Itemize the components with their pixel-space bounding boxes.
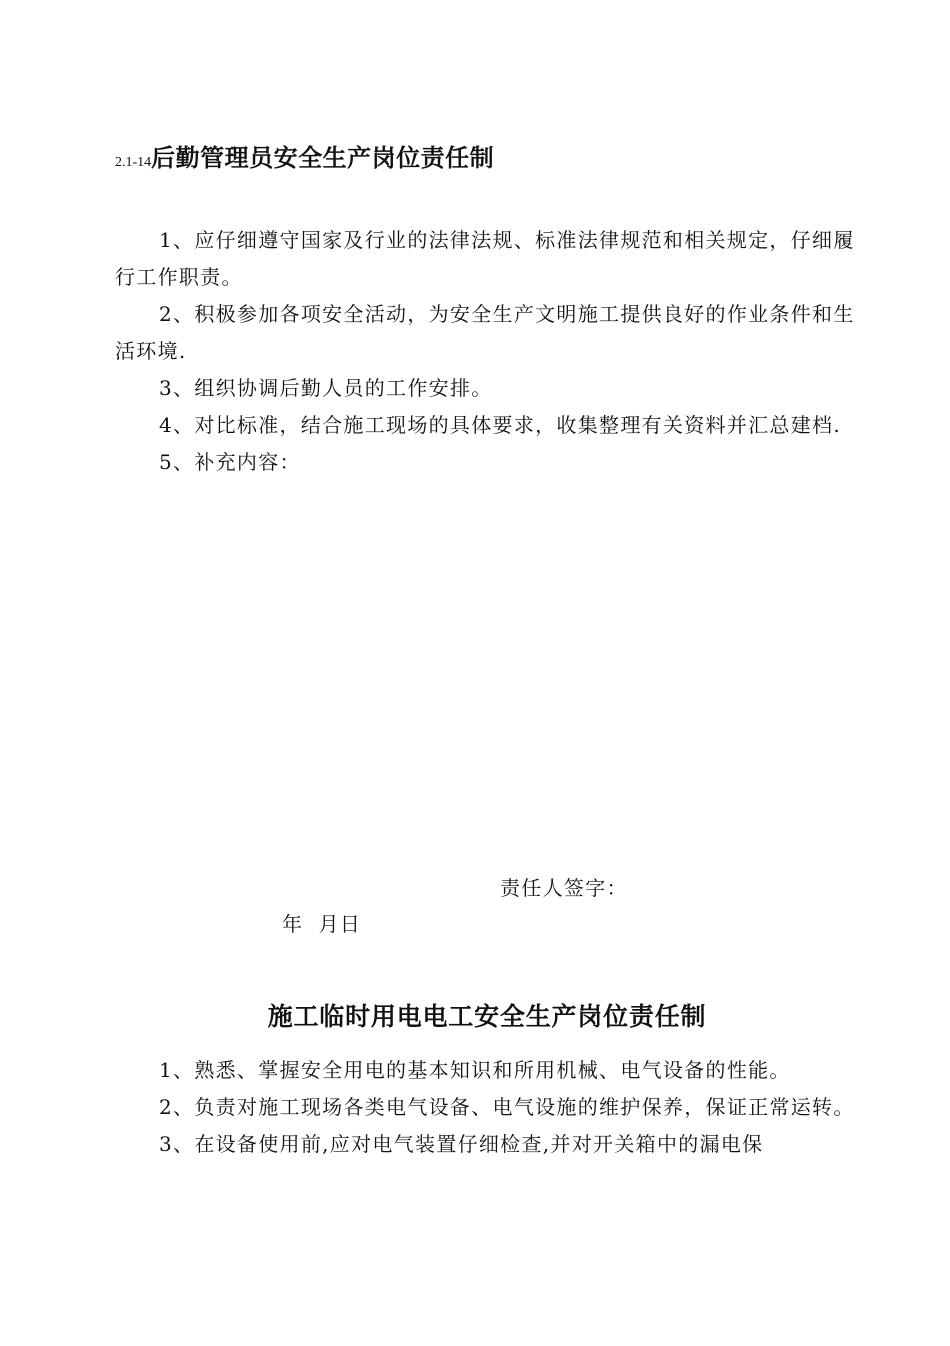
section1-title [115, 138, 494, 173]
section2-item-1: 1、熟悉、掌握安全用电的基本知识和所用机械、电气设备的性能。 [159, 1058, 791, 1082]
section2-item-2: 2、负责对施工现场各类电气设备、电气设施的维护保养，保证正常运转。 [159, 1095, 855, 1119]
section1-item-5: 5、补充内容： [159, 450, 301, 474]
section2-title: 施工临时用电电工安全生产岗位责任制 [267, 1002, 707, 1031]
section1-title-number: 2.1-14 [115, 155, 152, 170]
section2-body [115, 1052, 863, 1163]
date-label: 年 月日 [282, 912, 362, 936]
section1-item-2: 2、积极参加各项安全活动，为安全生产文明施工提供良好的作业条件和生活环境. [115, 302, 855, 363]
section1-item-4: 4、对比标准，结合施工现场的具体要求，收集整理有关资料并汇总建档. [159, 413, 841, 437]
section1-body [115, 222, 863, 481]
section1-title-text: 后勤管理员安全生产岗位责任制 [151, 144, 495, 172]
section1-item-1: 1、应仔细遵守国家及行业的法律法规、标准法律规范和相关规定，仔细履行工作职责。 [115, 228, 855, 289]
signature-label: 责任人签字： [500, 876, 628, 900]
section1-item-3: 3、组织协调后勤人员的工作安排。 [159, 376, 493, 400]
section2-item-3: 3、在设备使用前,应对电气装置仔细检查,并对开关箱中的漏电保 [159, 1132, 764, 1156]
